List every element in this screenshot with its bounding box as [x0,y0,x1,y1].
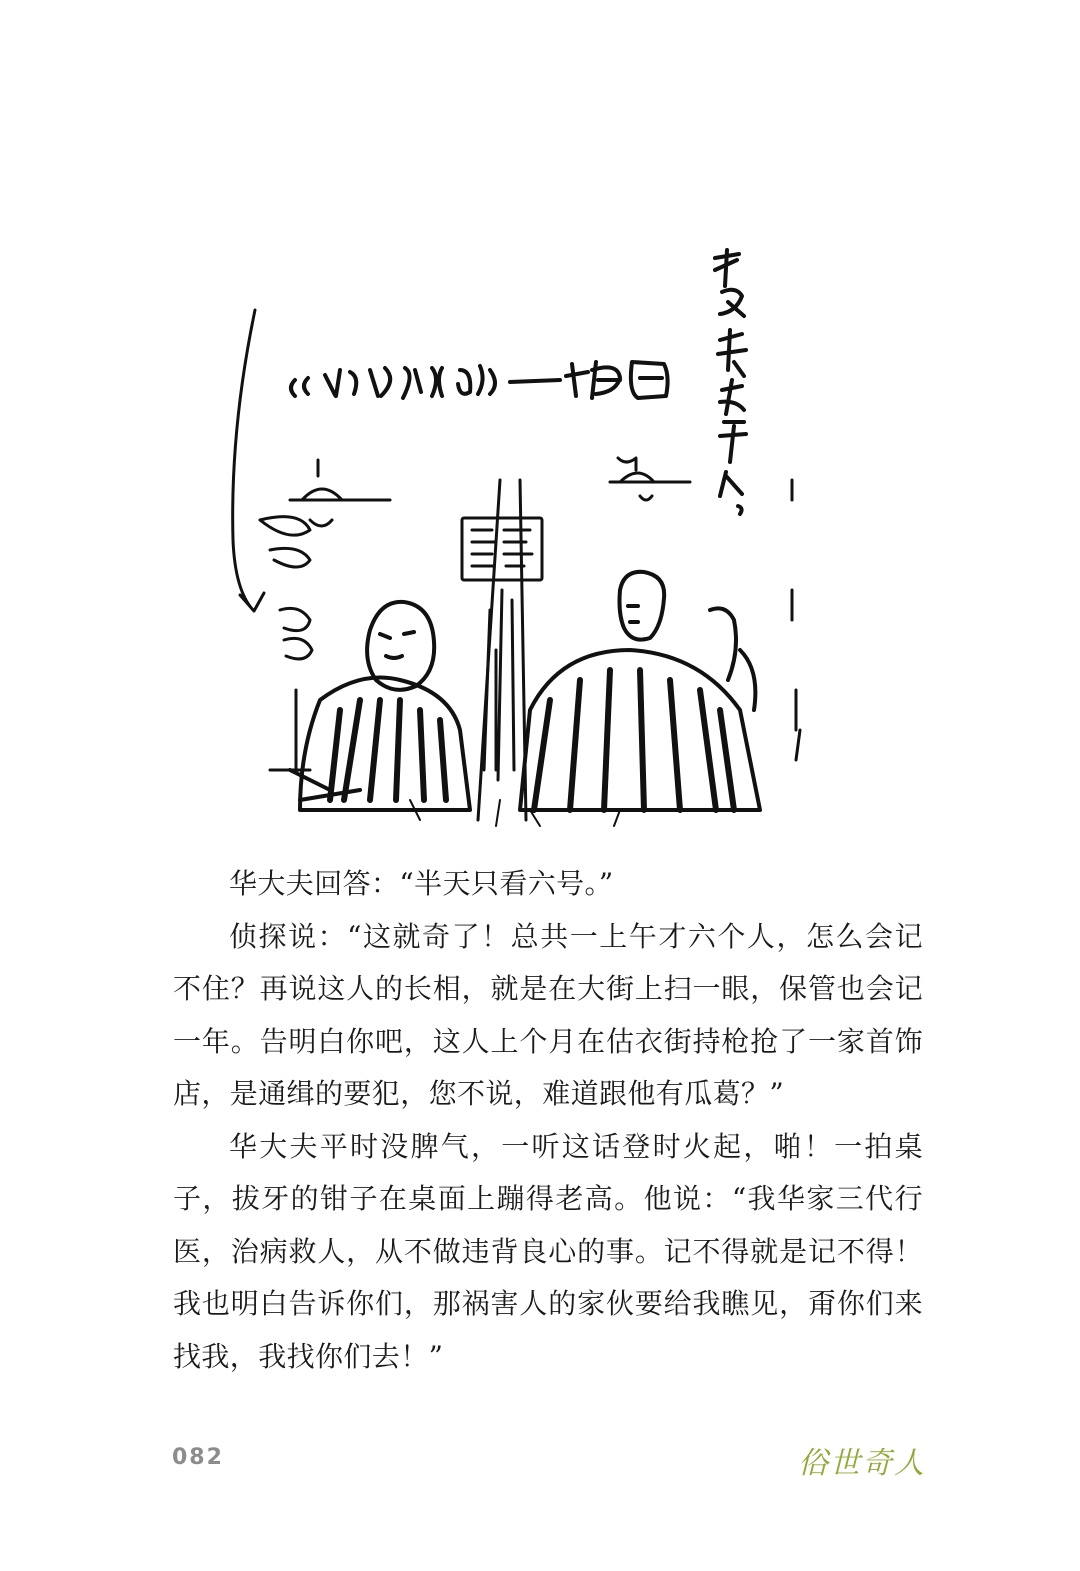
ceiling-lamps [290,458,690,526]
ink-sketch-drawing [200,230,840,840]
floor-hatching [410,800,620,826]
bracket-arrow-stroke [233,310,264,611]
page-number: 082 [172,1445,224,1470]
right-edge-strokes [792,480,800,760]
handwritten-caption-strokes [291,362,668,398]
bearded-figure [290,602,470,810]
dentist-figure [520,572,760,810]
body-text [173,858,923,1383]
paragraph-2: 侦探说：“这就奇了！总共一上午才六个人，怎么会记不住？再说这人的长相，就是在大街上扫一眼，保管也会记一年。告明白你吧，这人上个月在估衣街持枪抢了一家首饰店，是通缉的要犯，您不说，难道跟他有瓜葛？” [173,919,923,1110]
wall-sign [462,518,542,580]
book-title-footer: 俗世奇人 [798,1446,926,1481]
side-shelf-items [260,517,312,770]
paragraph-1: 华大夫回答：“半天只看六号。” [229,867,614,900]
ink-illustration [200,230,840,840]
paragraph-3: 华大夫平时没脾气，一听这话登时火起，啪！一拍桌子，拔牙的钳子在桌面上蹦得老高。他说：“我华家三代行医，治病救人，从不做违背良心的事。记不得就是记不得！我也明白告诉你们，那祸害人的家伙要给我瞧见，甭你们来找我，我找你们去！” [173,1129,923,1373]
handwritten-signature-strokes [715,250,746,514]
